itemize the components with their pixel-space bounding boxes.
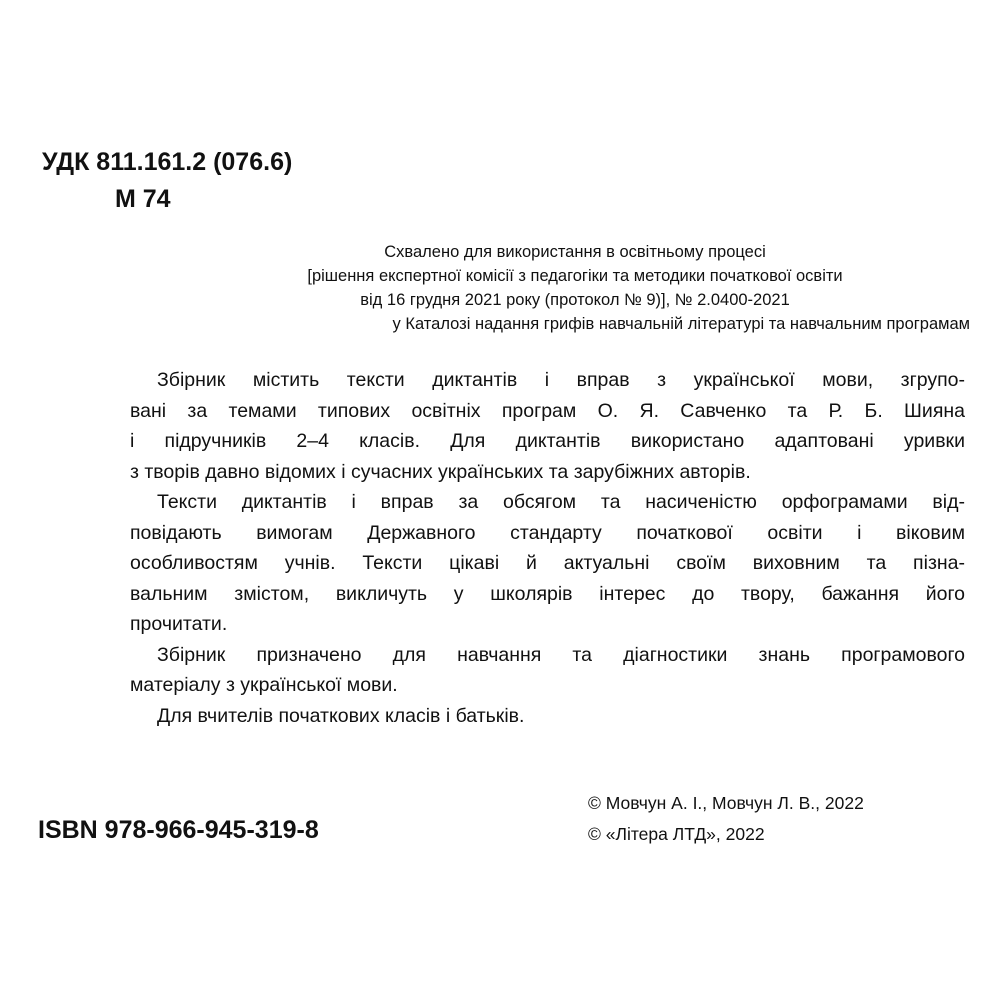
- annotation-line: особливостям учнів. Тексти цікаві й актуальні своїм виховним та пізна-: [130, 552, 965, 574]
- annotation-line: Збірник містить тексти диктантів і вправ з української мови, згрупо-: [157, 369, 965, 391]
- annotation-line: Тексти диктантів і вправ за обсягом та насиченістю орфограмами від-: [157, 491, 965, 513]
- annotation-paragraph: [130, 487, 965, 640]
- annotation-line: Для вчителів початкових класів і батьків.: [157, 704, 525, 727]
- annotation-line: прочитати.: [130, 613, 228, 635]
- annotation-line: і підручників 2–4 класів. Для диктантів використано адаптовані уривки: [130, 430, 965, 452]
- isbn-number: ISBN 978-966-945-319-8: [38, 816, 319, 844]
- annotation-line: вані за темами типових освітніх програм О. Я. Савченко та Р. Б. Шияна: [130, 399, 965, 422]
- book-annotation: [130, 365, 965, 731]
- approval-line: Схвалено для використання в освітньому процесі: [384, 243, 766, 261]
- annotation-paragraph: [130, 640, 965, 701]
- approval-line: у Каталозі надання грифів навчальній літературі та навчальним програмам: [392, 315, 970, 333]
- copyright-authors: © Мовчун А. І., Мовчун Л. В., 2022: [588, 793, 864, 813]
- copyright-block: [588, 788, 864, 850]
- approval-line: [рішення експертної комісії з педагогіки та методики початкової освіти: [307, 267, 843, 285]
- annotation-paragraph: [130, 365, 965, 487]
- approval-notice: [180, 240, 970, 336]
- classification-block: [42, 144, 292, 218]
- annotation-line: повідають вимогам Державного стандарту початкової освіти і віковим: [130, 521, 965, 544]
- annotation-line: вальним змістом, викличуть у школярів інтерес до твору, бажання його: [130, 582, 965, 605]
- annotation-line: матеріалу з української мови.: [130, 674, 398, 696]
- annotation-paragraph: [130, 701, 965, 732]
- annotation-line: з творів давно відомих і сучасних українських та зарубіжних авторів.: [130, 460, 751, 483]
- copyright-publisher: © «Літера ЛТД», 2022: [588, 824, 765, 844]
- approval-line: від 16 грудня 2021 року (протокол № 9)], № 2.0400-2021: [360, 291, 790, 309]
- author-code: М 74: [115, 185, 171, 213]
- udk-index: УДК 811.161.2 (076.6): [42, 148, 293, 176]
- annotation-line: Збірник призначено для навчання та діагностики знань програмового: [157, 643, 965, 666]
